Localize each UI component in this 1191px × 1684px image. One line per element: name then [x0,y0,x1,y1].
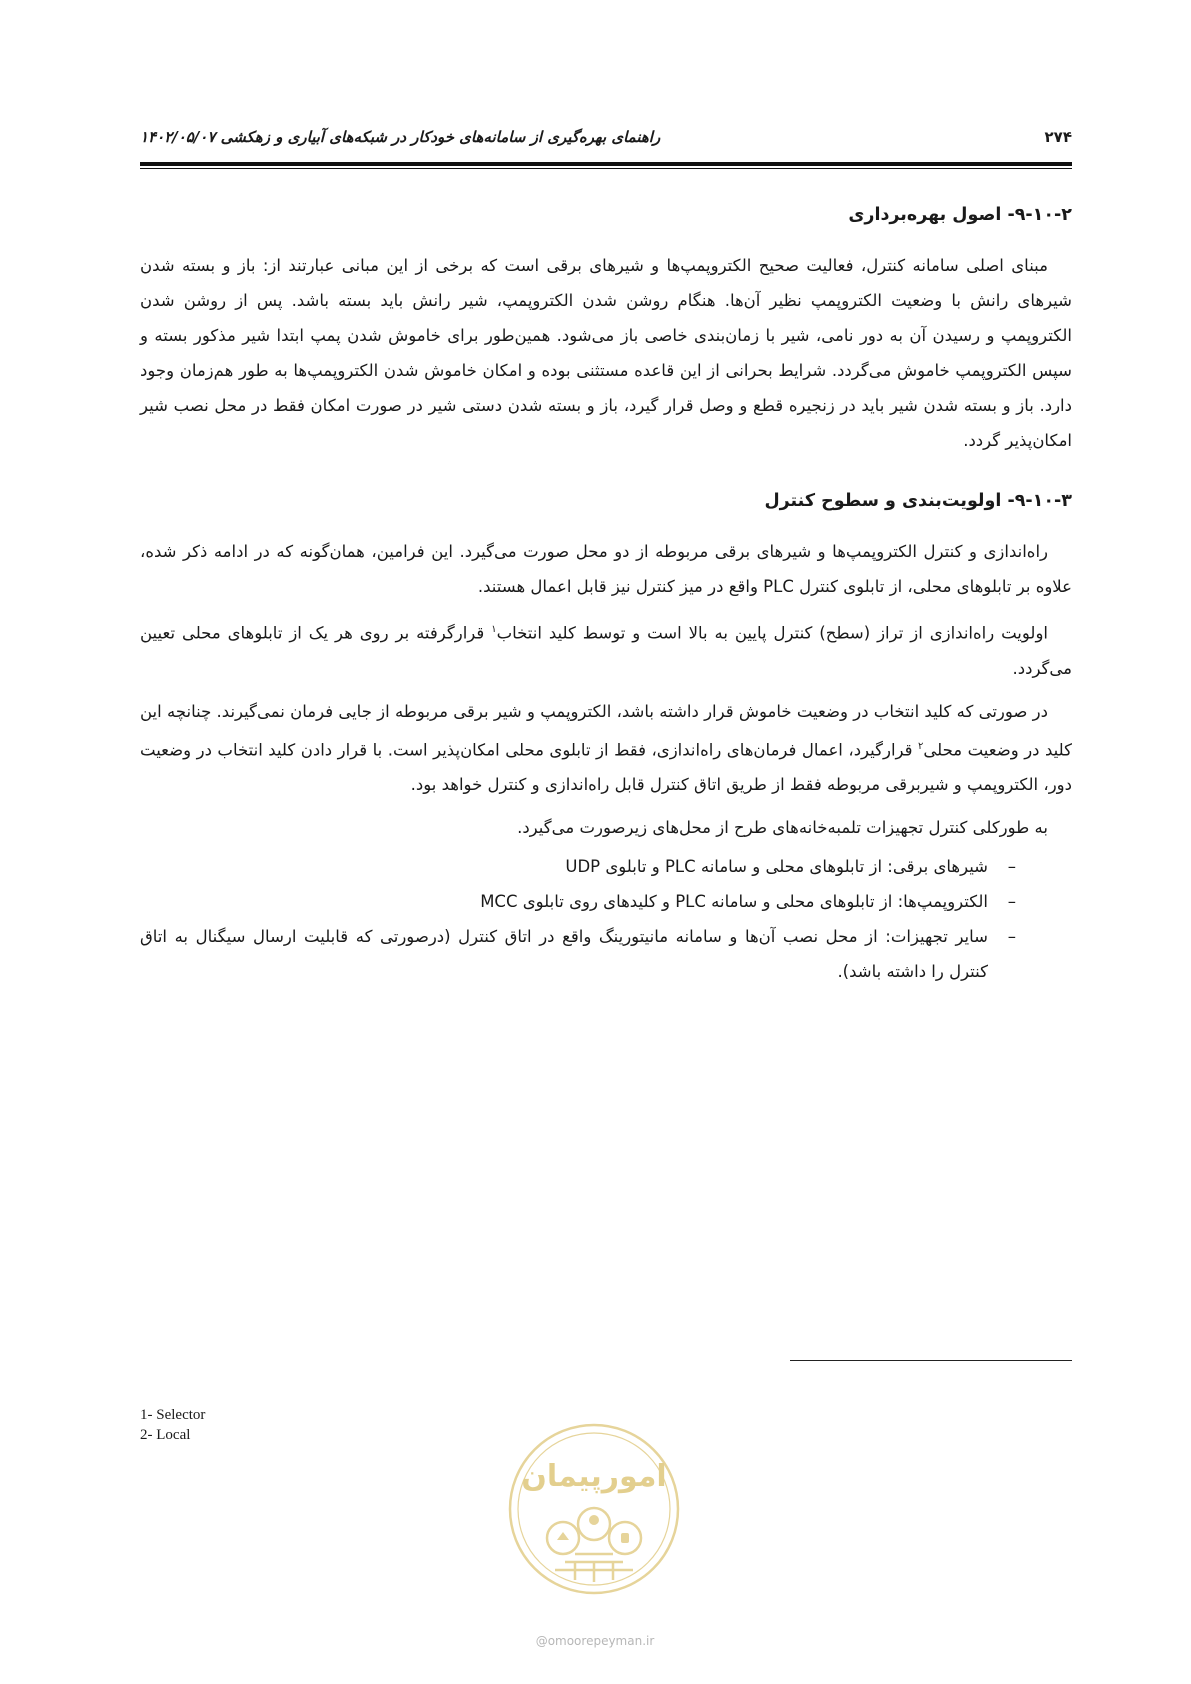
watermark-seal-icon [505,1420,683,1598]
paragraph-text: قرارگیرد، اعمال فرمان‌های راه‌اندازی، فقط از تابلوی محلی امکان‌پذیر است. با قرار دادن کلید انتخاب در وضعیت دور، الکتروپمپ و شیربرقی مربوطه فقط از طریق اتاق کنترل قابل راه‌اندازی و کنترل خواهد بود. [140,740,1072,794]
page-number: ۲۷۴ [1044,128,1072,146]
section-heading-priority-levels: ۹-۱۰-۳- اولویت‌بندی و سطوح کنترل [764,491,1072,511]
paragraph: به طورکلی کنترل تجهیزات تلمبه‌خانه‌های طرح از محل‌های زیرصورت می‌گیرد. [517,818,1048,837]
dash-bullet: – [1007,927,1016,946]
section-priority-levels [140,482,1072,989]
body-content [140,188,1072,989]
paragraph-text: اولویت راه‌اندازی از تراز (سطح) کنترل پایین به بالا است و توسط کلید انتخاب [496,623,1048,643]
paragraph: مبنای اصلی سامانه کنترل، فعالیت صحیح الکتروپمپ‌ها و شیرهای برقی است که برخی از این مبانی عبارتند از: باز و بسته شدن شیرهای رانش با وضعیت الکتروپمپ نظیر آن‌ها. هنگام روشن شدن الکتروپمپ، شیر رانش باید بسته باشد. پس از روشن شدن الکتروپمپ و رسیدن آن به دور نامی، شیر با زمان‌بندی خاصی باز می‌شود. همین‌طور برای خاموش شدن پمپ ابتدا شیر مذکور بسته و سپس الکتروپمپ خاموش می‌گردد. شرایط بحرانی از این قاعده مستثنی بوده و امکان خاموش شدن الکتروپمپ‌ها به طور هم‌زمان وجود دارد. باز و بسته شدن شیر باید در زنجیره قطع و وصل قرار گیرد، باز و بسته شدن دستی شیر در صورت امکان فقط در محل نصب شیر امکان‌پذیر گردد. [140,256,1072,450]
paragraph [140,694,1072,803]
footnote-ref-1: ۱ [491,624,497,635]
seal-text: امورپیمان [521,1459,667,1494]
list-item-text: شیرهای برقی: از تابلوهای محلی و سامانه PLC و تابلوی UDP [565,857,988,876]
paragraph-text: در صورتی که کلید انتخاب در وضعیت خاموش قرار داشته باشد، الکتروپمپ و شیر برقی مربوطه از جایی فرمان نمی‌گیرند. چنانچه این کلید در وضعیت محلی [140,701,1072,759]
website-watermark: @omoorepeyman.ir [535,1634,655,1648]
footnote-rule [790,1360,1072,1361]
footnote-ref-2: ۲ [918,740,924,752]
dash-bullet: – [1007,892,1016,911]
header-rule-thin [140,168,1072,169]
footnote-2: 2- Local [140,1427,191,1443]
list-item [140,884,1016,919]
paragraph-text: قرارگرفته بر روی هر یک از تابلوهای محلی تعیین می‌گردد. [140,623,1072,678]
paragraph: راه‌اندازی و کنترل الکتروپمپ‌ها و شیرهای برقی مربوطه از دو محل صورت می‌گیرد. این فرامین، همان‌گونه که در ادامه ذکر شده، علاوه بر تابلوهای محلی، از تابلوی کنترل PLC واقع در میز کنترل نیز قابل اعمال هستند. [140,542,1072,596]
dash-bullet: – [1007,857,1016,876]
control-locations-list [140,849,1072,989]
header-title: راهنمای بهره‌گیری از سامانه‌های خودکار در شبکه‌های آبیاری و زهکشی ۱۴۰۲/۰۵/۰۷ [140,128,661,146]
list-item-text: الکتروپمپ‌ها: از تابلوهای محلی و سامانه PLC و کلیدهای روی تابلوی MCC [480,892,988,911]
footnotes [140,1405,205,1445]
header-rule [140,162,1072,166]
list-item-text: سایر تجهیزات: از محل نصب آن‌ها و سامانه مانیتورینگ واقع در اتاق کنترل (درصورتی که قابلیت ارسال سیگنال به اتاق کنترل را داشته باشد). [140,927,988,981]
paragraph [140,612,1072,686]
section-heading-operation-principles: ۹-۱۰-۲- اصول بهره‌برداری [848,205,1072,225]
footnote-1: 1- Selector [140,1407,206,1423]
running-header [140,128,1072,152]
list-item [140,919,1016,989]
list-item [140,849,1016,884]
